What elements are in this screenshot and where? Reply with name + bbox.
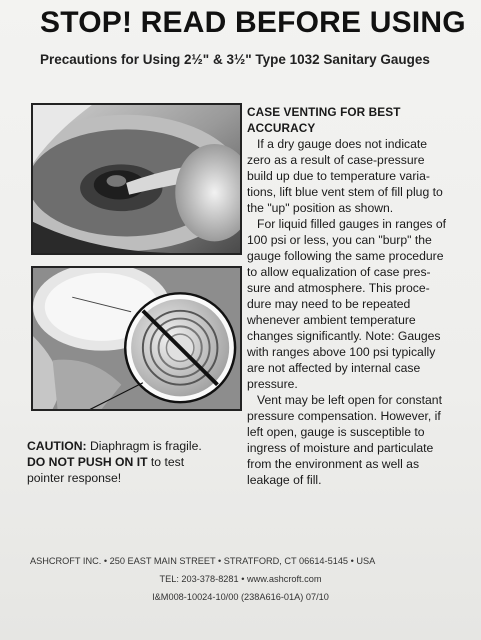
text-line: pressure compensation. However, if: [247, 409, 441, 423]
text-line: from the environment as well as: [247, 457, 420, 471]
caution-note: [27, 438, 242, 486]
paragraph-vent-open: [247, 392, 462, 488]
text-line: If a dry gauge does not indicate: [257, 137, 428, 151]
vent-stem-photo: [31, 103, 242, 255]
footer-address: ASHCROFT INC. • 250 EAST MAIN STREET • STRATFORD, CT 06614-5145 • USA: [30, 556, 376, 566]
text-line: gauge following the same procedure: [247, 249, 444, 263]
text-line: are not affected by internal case: [247, 361, 421, 375]
vent-stem-illustration: [33, 105, 240, 253]
caution-text-1: Diaphragm is fragile.: [86, 439, 202, 453]
text-line: zero as a result of case-pressure: [247, 153, 425, 167]
text-line: leakage of fill.: [247, 473, 322, 487]
text-line: pressure.: [247, 377, 298, 391]
text-line: to allow equalization of case pres-: [247, 265, 431, 279]
paragraph-liquid-filled: [247, 216, 462, 392]
page-title: STOP! READ BEFORE USING: [40, 6, 466, 39]
text-line: whenever ambient temperature: [247, 313, 416, 327]
caution-warning: DO NOT PUSH ON IT: [27, 455, 148, 469]
caution-label: CAUTION:: [27, 439, 87, 453]
caution-text-3: pointer response!: [27, 471, 122, 485]
text-line: tions, lift blue vent stem of fill plug to: [247, 185, 443, 199]
diaphragm-photo: [31, 266, 242, 411]
text-line: Vent may be left open for constant: [257, 393, 442, 407]
text-line: 100 psi or less, you can "burp" the: [247, 233, 432, 247]
text-line: For liquid filled gauges in ranges of: [257, 217, 447, 231]
diaphragm-illustration: [33, 268, 240, 409]
text-line: with ranges above 100 psi typically: [247, 345, 436, 359]
section-heading: CASE VENTING FOR BEST ACCURACY: [247, 105, 401, 135]
text-line: changes significantly. Note: Gauges: [247, 329, 441, 343]
text-line: left open, gauge is susceptible to: [247, 425, 425, 439]
page-subtitle: Precautions for Using 2½" & 3½" Type 1032 Sanitary Gauges: [40, 52, 430, 67]
caution-text-2: to test: [147, 455, 185, 469]
paragraph-dry-gauge: [247, 136, 462, 216]
text-line: dure may need to be repeated: [247, 297, 411, 311]
footer-contact: TEL: 203-378-8281 • www.ashcroft.com: [159, 574, 322, 584]
text-line: build up due to temperature varia-: [247, 169, 430, 183]
text-line: ingress of moisture and particulate: [247, 441, 434, 455]
instructions-column: [247, 104, 462, 488]
text-line: the "up" position as shown.: [247, 201, 394, 215]
text-line: sure and atmosphere. This proce-: [247, 281, 430, 295]
footer-document-id: I&M008-10024-10/00 (238A616-01A) 07/10: [152, 592, 329, 602]
